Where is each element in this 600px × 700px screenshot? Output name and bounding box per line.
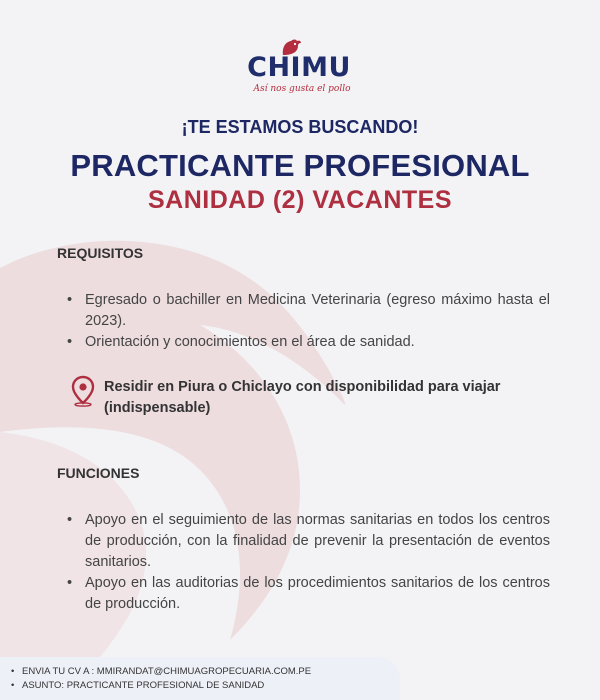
list-item: • Apoyo en el seguimiento de las normas sanitarias en todos los centros de producción, con la finalidad de prevenir la presentación de eventos sanitarios. — [67, 510, 550, 573]
funciones-heading: FUNCIONES — [57, 465, 140, 481]
subject-line: • ASUNTO: PRACTICANTE PROFESIONAL DE SANIDAD — [11, 679, 311, 693]
list-item: • Egresado o bachiller en Medicina Veterinaria (egreso máximo hasta el 2023). — [67, 290, 550, 332]
funciones-list — [67, 510, 550, 615]
location-pin-icon — [70, 375, 96, 407]
requisitos-heading: REQUISITOS — [57, 245, 144, 261]
contact-email-line: • ENVIA TU CV A : MMIRANDAT@CHIMUAGROPECUARIA.COM.PE — [11, 665, 311, 679]
list-item: • Apoyo en las auditorias de los procedimientos sanitarios de los centros de producción. — [67, 573, 550, 615]
brand-name: CHIMU — [247, 52, 351, 83]
footer-contact-box — [0, 657, 400, 700]
brand-slogan: Así nos gusta el pollo — [253, 84, 351, 94]
list-item: • Orientación y conocimientos en el área de sanidad. — [67, 332, 550, 353]
chimu-logo — [246, 38, 356, 100]
requisitos-list — [67, 290, 550, 353]
job-subtitle: SANIDAD (2) VACANTES — [148, 186, 452, 214]
job-title: PRACTICANTE PROFESIONAL — [70, 148, 530, 183]
location-requirement — [70, 372, 550, 422]
location-text: Residir en Piura o Chiclayo con disponibilidad para viajar (indispensable) — [104, 379, 501, 416]
kicker-text: ¡TE ESTAMOS BUSCANDO! — [181, 117, 419, 137]
